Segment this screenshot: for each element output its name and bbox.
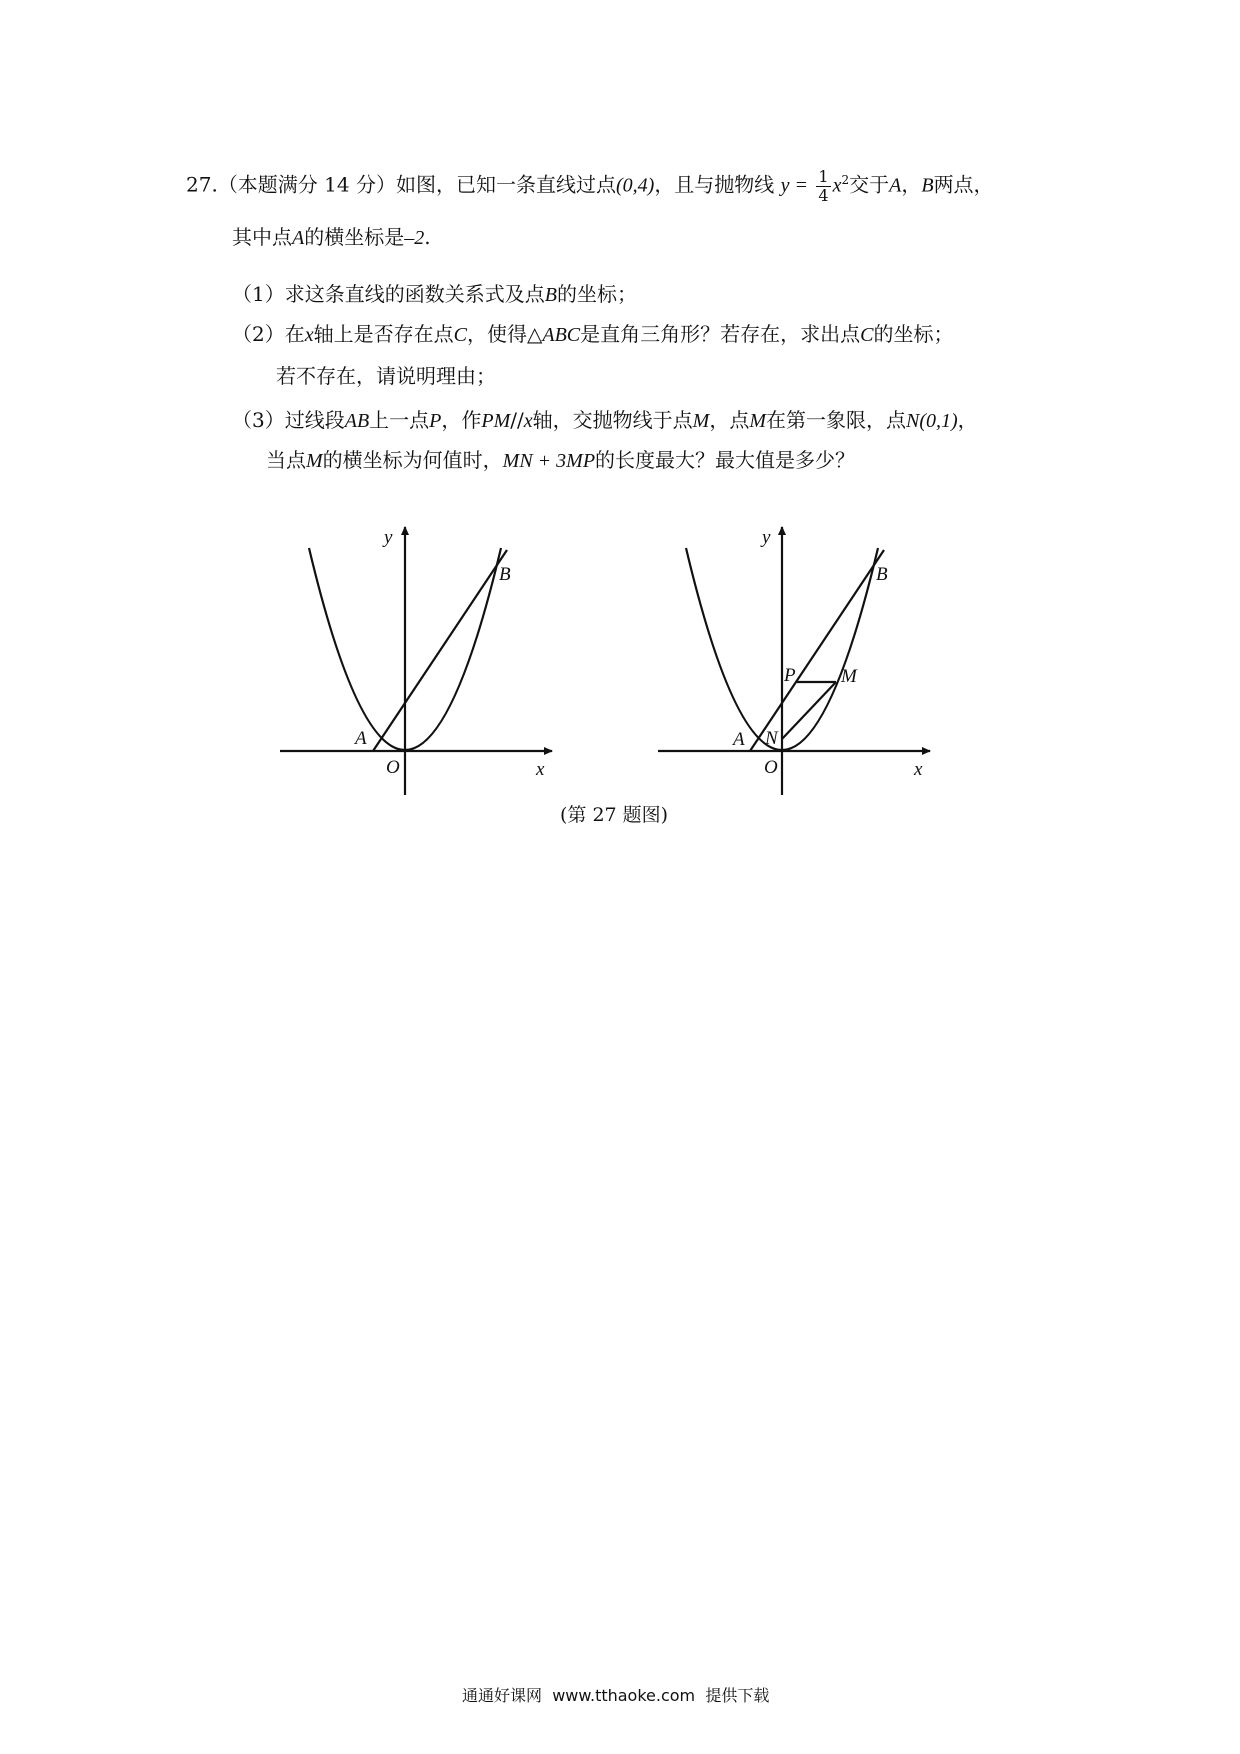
expression-mn-3mp: MN + 3MP	[502, 450, 596, 472]
question-line-1: 27.（本题满分 14 分）如图，已知一条直线过点(0,4)，且与抛物线 y = $\frac{1}{4}$ $x^2$交于A，B两点，	[186, 166, 994, 205]
label-o-left: O	[386, 757, 400, 778]
label-m-right: M	[841, 666, 857, 687]
part-3: （3）过线段AB上一点P，作PM//x轴，交抛物线于点M，点M在第一象限，点N(0,1)，	[232, 408, 978, 432]
footer-site: 通通好课网	[462, 1686, 543, 1705]
label-p-right: P	[784, 665, 796, 686]
question-line-2: 其中点A的横坐标是–2.	[232, 225, 431, 249]
line-ab-right	[750, 550, 884, 751]
label-y-left: y	[384, 527, 393, 548]
figure-right	[658, 527, 930, 795]
question-number: 27.	[186, 172, 218, 197]
label-o-right: O	[764, 757, 778, 778]
part-2-cont: 若不存在，请说明理由；	[276, 364, 496, 388]
label-y-right: y	[762, 527, 771, 548]
label-a-right: A	[733, 729, 745, 750]
part-1: （1）求这条直线的函数关系式及点B的坐标；	[232, 282, 637, 306]
label-n-right: N	[765, 728, 778, 749]
fraction-one-quarter: $\frac{1}{4}$	[818, 166, 829, 205]
label-x-right: x	[914, 759, 923, 780]
label-a-left: A	[355, 728, 367, 749]
equation-lhs: y =	[780, 174, 809, 197]
footer-url[interactable]: www.tthaoke.com	[552, 1686, 696, 1705]
footer-suffix: 提供下载	[705, 1686, 770, 1705]
line-ab-left	[373, 550, 507, 751]
figure-left	[280, 527, 552, 795]
label-x-left: x	[536, 759, 545, 780]
figure-caption: (第 27 题图)	[560, 804, 669, 826]
label-b-right: B	[876, 564, 888, 585]
part-3-cont: 当点M的横坐标为何值时，MN + 3MP的长度最大？最大值是多少？	[266, 448, 856, 472]
label-b-left: B	[499, 564, 511, 585]
part-2: （2）在x轴上是否存在点C，使得△ABC是直角三角形？若存在，求出点C的坐标；	[232, 322, 954, 346]
footer	[462, 1683, 769, 1706]
score-note: （本题满分 14 分）	[217, 172, 396, 197]
